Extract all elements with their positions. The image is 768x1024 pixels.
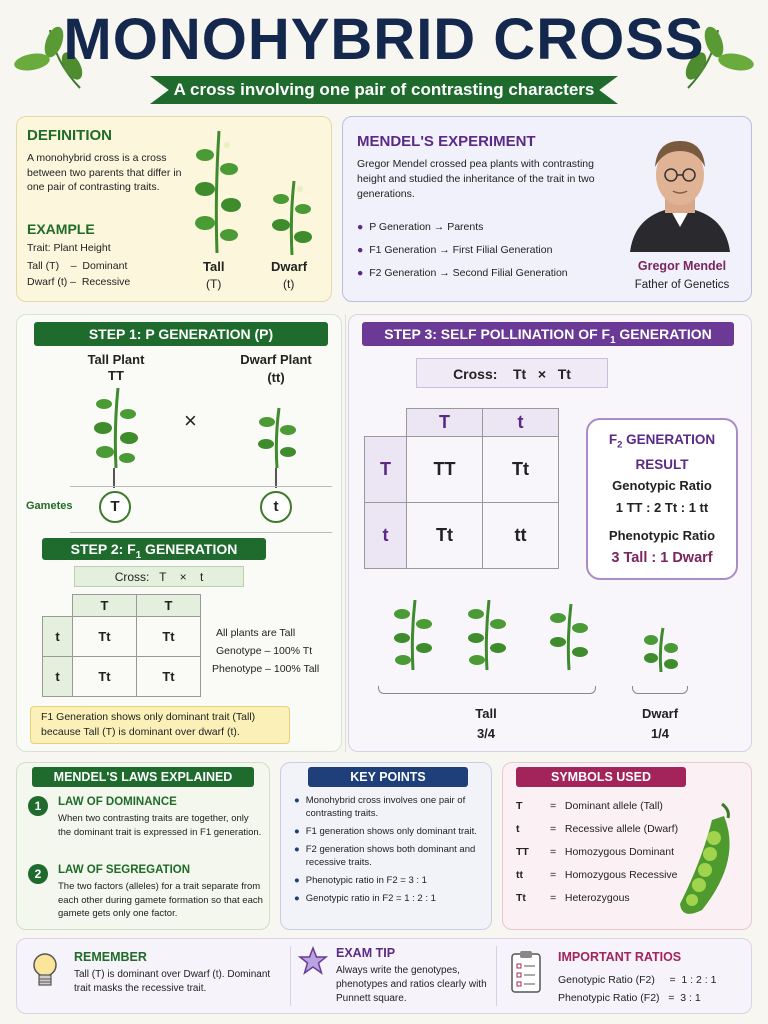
list-item: ● Phenotypic ratio in F2 = 3 : 1 xyxy=(294,875,427,886)
lightbulb-icon xyxy=(30,950,60,997)
f2-tall-label: Tall xyxy=(475,706,497,721)
symbols-list xyxy=(516,800,678,915)
punnett-cell: tt xyxy=(483,503,559,569)
example-trait: Trait: Plant Height xyxy=(27,242,111,254)
example-heading: EXAMPLE xyxy=(27,221,95,237)
mendel-panel xyxy=(342,116,752,302)
keypoints-list xyxy=(294,794,486,905)
f1-note-all-tall: All plants are Tall xyxy=(216,627,296,639)
phenotypic-ratio-value: 3 Tall : 1 Dwarf xyxy=(611,550,713,566)
exam-tip-text: Always write the genotypes, phenotypes and ratios clearly with Punnett square. xyxy=(336,965,487,1004)
gamete-tall: T xyxy=(99,491,131,523)
divider xyxy=(290,946,291,1006)
law-title: LAW OF DOMINANCE xyxy=(58,796,177,808)
col-header: T xyxy=(137,595,201,617)
f1-note-genotype: Genotype – 100% Tt xyxy=(216,645,313,657)
f2-tall-fraction: 3/4 xyxy=(476,726,496,741)
list-item: ● P Generation → Parents xyxy=(357,221,484,233)
arrow-icon xyxy=(113,468,115,488)
step1-banner: STEP 1: P GENERATION (P) xyxy=(34,322,328,346)
punnett-cell: Tt xyxy=(407,503,483,569)
tall-plant-label: Tall Plant xyxy=(87,352,145,367)
tall-symbol: (T) xyxy=(206,277,222,291)
row-header: t xyxy=(43,617,73,657)
step3-cross: Cross: Tt × Tt xyxy=(416,358,608,388)
remember-heading: REMEMBER xyxy=(74,950,147,964)
law-text: The two factors (alleles) for a trait separate from each other during gamete formation so that each gamete gets only one factor. xyxy=(58,881,263,919)
step2-banner: STEP 2: $F_1$ GENERATION xyxy=(42,538,266,560)
definition-panel xyxy=(16,116,332,302)
list-item: TT = Homozygous Dominant xyxy=(516,846,675,858)
col-header: t xyxy=(483,409,559,437)
definition-heading: DEFINITION xyxy=(27,127,112,144)
list-item: ● F1 Generation → First Filial Generation xyxy=(357,244,553,256)
law-number-badge: 1 xyxy=(28,796,48,816)
example-tall-line: Tall (T) – Dominant xyxy=(27,260,128,272)
list-item: Tt = Heterozygous xyxy=(516,892,630,904)
f2-punnett-square xyxy=(364,408,559,569)
col-header: T xyxy=(407,409,483,437)
punnett-cell: Tt xyxy=(483,437,559,503)
important-ratios-heading: IMPORTANT RATIOS xyxy=(558,950,682,964)
law-text: When two contrasting traits are together, only the dominant trait is expressed in F1 generation. xyxy=(58,813,262,838)
f2-tall-plant-icon xyxy=(390,596,436,675)
f2-dwarf-label: Dwarf xyxy=(641,706,679,721)
dwarf-symbol: (t) xyxy=(283,277,295,291)
example-dwarf-line: Dwarf (t) – Recessive xyxy=(27,276,131,288)
row-header: T xyxy=(365,437,407,503)
divider xyxy=(70,532,332,533)
list-item: ● Genotypic ratio in F2 = 1 : 2 : 1 xyxy=(294,893,436,904)
list-item: ● F1 generation shows only dominant trait. xyxy=(294,826,477,837)
f2-result-heading: $F_2$ GENERATION RESULT xyxy=(608,432,716,472)
keypoints-banner: KEY POINTS xyxy=(308,767,468,787)
laws-banner: MENDEL'S LAWS EXPLAINED xyxy=(32,767,254,787)
list-item: ● Monohybrid cross involves one pair of contrasting traits. xyxy=(294,795,466,819)
f1-footnote: F1 Generation shows only dominant trait (Tall) because Tall (T) is dominant over dwarf (t). xyxy=(30,706,290,744)
mendel-heading: MENDEL'S EXPERIMENT xyxy=(357,133,536,150)
divider xyxy=(70,486,332,487)
row-header: t xyxy=(365,503,407,569)
mendel-name: Gregor Mendel xyxy=(637,259,727,273)
definition-text: A monohybrid cross is a cross between two parents that differ in one pair of contrasting traits. xyxy=(27,152,182,193)
dwarf-plant-label: Dwarf Plant xyxy=(240,352,312,367)
col-header: T xyxy=(73,595,137,617)
page-subtitle: A cross involving one pair of contrasting characters xyxy=(173,80,595,99)
f2-result-box xyxy=(586,418,738,580)
dwarf-label: Dwarf xyxy=(271,259,308,274)
f2-dwarf-fraction: 1/4 xyxy=(650,726,670,741)
f2-tall-plant-icon xyxy=(546,600,592,675)
tall-plant-genotype: TT xyxy=(108,368,124,383)
symbols-banner: SYMBOLS USED xyxy=(516,767,686,787)
dwarf-plant-genotype: (tt) xyxy=(267,370,285,385)
f1-punnett-square xyxy=(42,594,201,697)
tall-pea-plant-icon xyxy=(187,125,247,260)
star-icon xyxy=(298,946,328,981)
list-item: T = Dominant allele (Tall) xyxy=(516,800,663,812)
list-item: ● F2 Generation → Second Filial Generation xyxy=(357,267,568,279)
phenotypic-ratio-line: Phenotypic Ratio (F2) = 3 : 1 xyxy=(558,992,701,1004)
f2-tall-plant-icon xyxy=(464,596,510,675)
f1-note-phenotype: Phenotype – 100% Tall xyxy=(212,663,320,675)
list-item: ● F2 generation shows both dominant and recessive traits. xyxy=(294,844,476,868)
mendel-title: Father of Genetics xyxy=(634,279,730,291)
punnett-cell: TT xyxy=(407,437,483,503)
genotypic-ratio-value: 1 TT : 2 Tt : 1 tt xyxy=(615,500,709,515)
divider xyxy=(345,314,346,752)
tall-brace xyxy=(378,686,596,694)
remember-text: Tall (T) is dominant over Dwarf (t). Dominant trait masks the recessive trait. xyxy=(74,969,271,994)
mendel-portrait xyxy=(625,127,735,257)
punnett-cell: Tt xyxy=(73,657,137,697)
gamete-dwarf: t xyxy=(260,491,292,523)
step1-dwarf-plant-icon xyxy=(254,404,300,473)
law-title: LAW OF SEGREGATION xyxy=(58,864,191,876)
exam-tip-heading: EXAM TIP xyxy=(336,946,396,960)
dwarf-pea-plant-icon xyxy=(267,177,317,262)
generation-list xyxy=(357,221,617,290)
list-item: tt = Homozygous Recessive xyxy=(516,869,678,881)
mendel-text: Gregor Mendel crossed pea plants with contrasting height and studied the inheritance of the trait in two generations. xyxy=(357,158,595,200)
step3-banner: STEP 3: SELF POLLINATION OF $F_1$ GENERATION xyxy=(362,322,734,346)
step2-cross: Cross: T × t xyxy=(74,566,244,587)
genotypic-ratio-line: Genotypic Ratio (F2) = 1 : 2 : 1 xyxy=(558,974,717,986)
dwarf-brace xyxy=(632,686,688,694)
divider xyxy=(496,946,497,1006)
page-title: MONOHYBRID CROSS xyxy=(63,7,705,72)
row-header: t xyxy=(43,657,73,697)
cross-sign: × xyxy=(184,408,197,433)
punnett-cell: Tt xyxy=(137,617,201,657)
pea-pod-icon xyxy=(672,800,742,925)
genotypic-ratio-label: Genotypic Ratio xyxy=(612,478,712,493)
f2-dwarf-plant-icon xyxy=(640,626,682,677)
phenotypic-ratio-label: Phenotypic Ratio xyxy=(608,528,716,543)
law-number-badge: 2 xyxy=(28,864,48,884)
gametes-label: Gametes xyxy=(26,500,73,512)
arrow-icon xyxy=(275,468,277,488)
punnett-cell: Tt xyxy=(73,617,137,657)
step1-tall-plant-icon xyxy=(88,384,144,473)
tall-label: Tall xyxy=(203,259,225,274)
list-item: t = Recessive allele (Dwarf) xyxy=(516,823,679,835)
punnett-cell: Tt xyxy=(137,657,201,697)
clipboard-icon xyxy=(510,950,542,999)
